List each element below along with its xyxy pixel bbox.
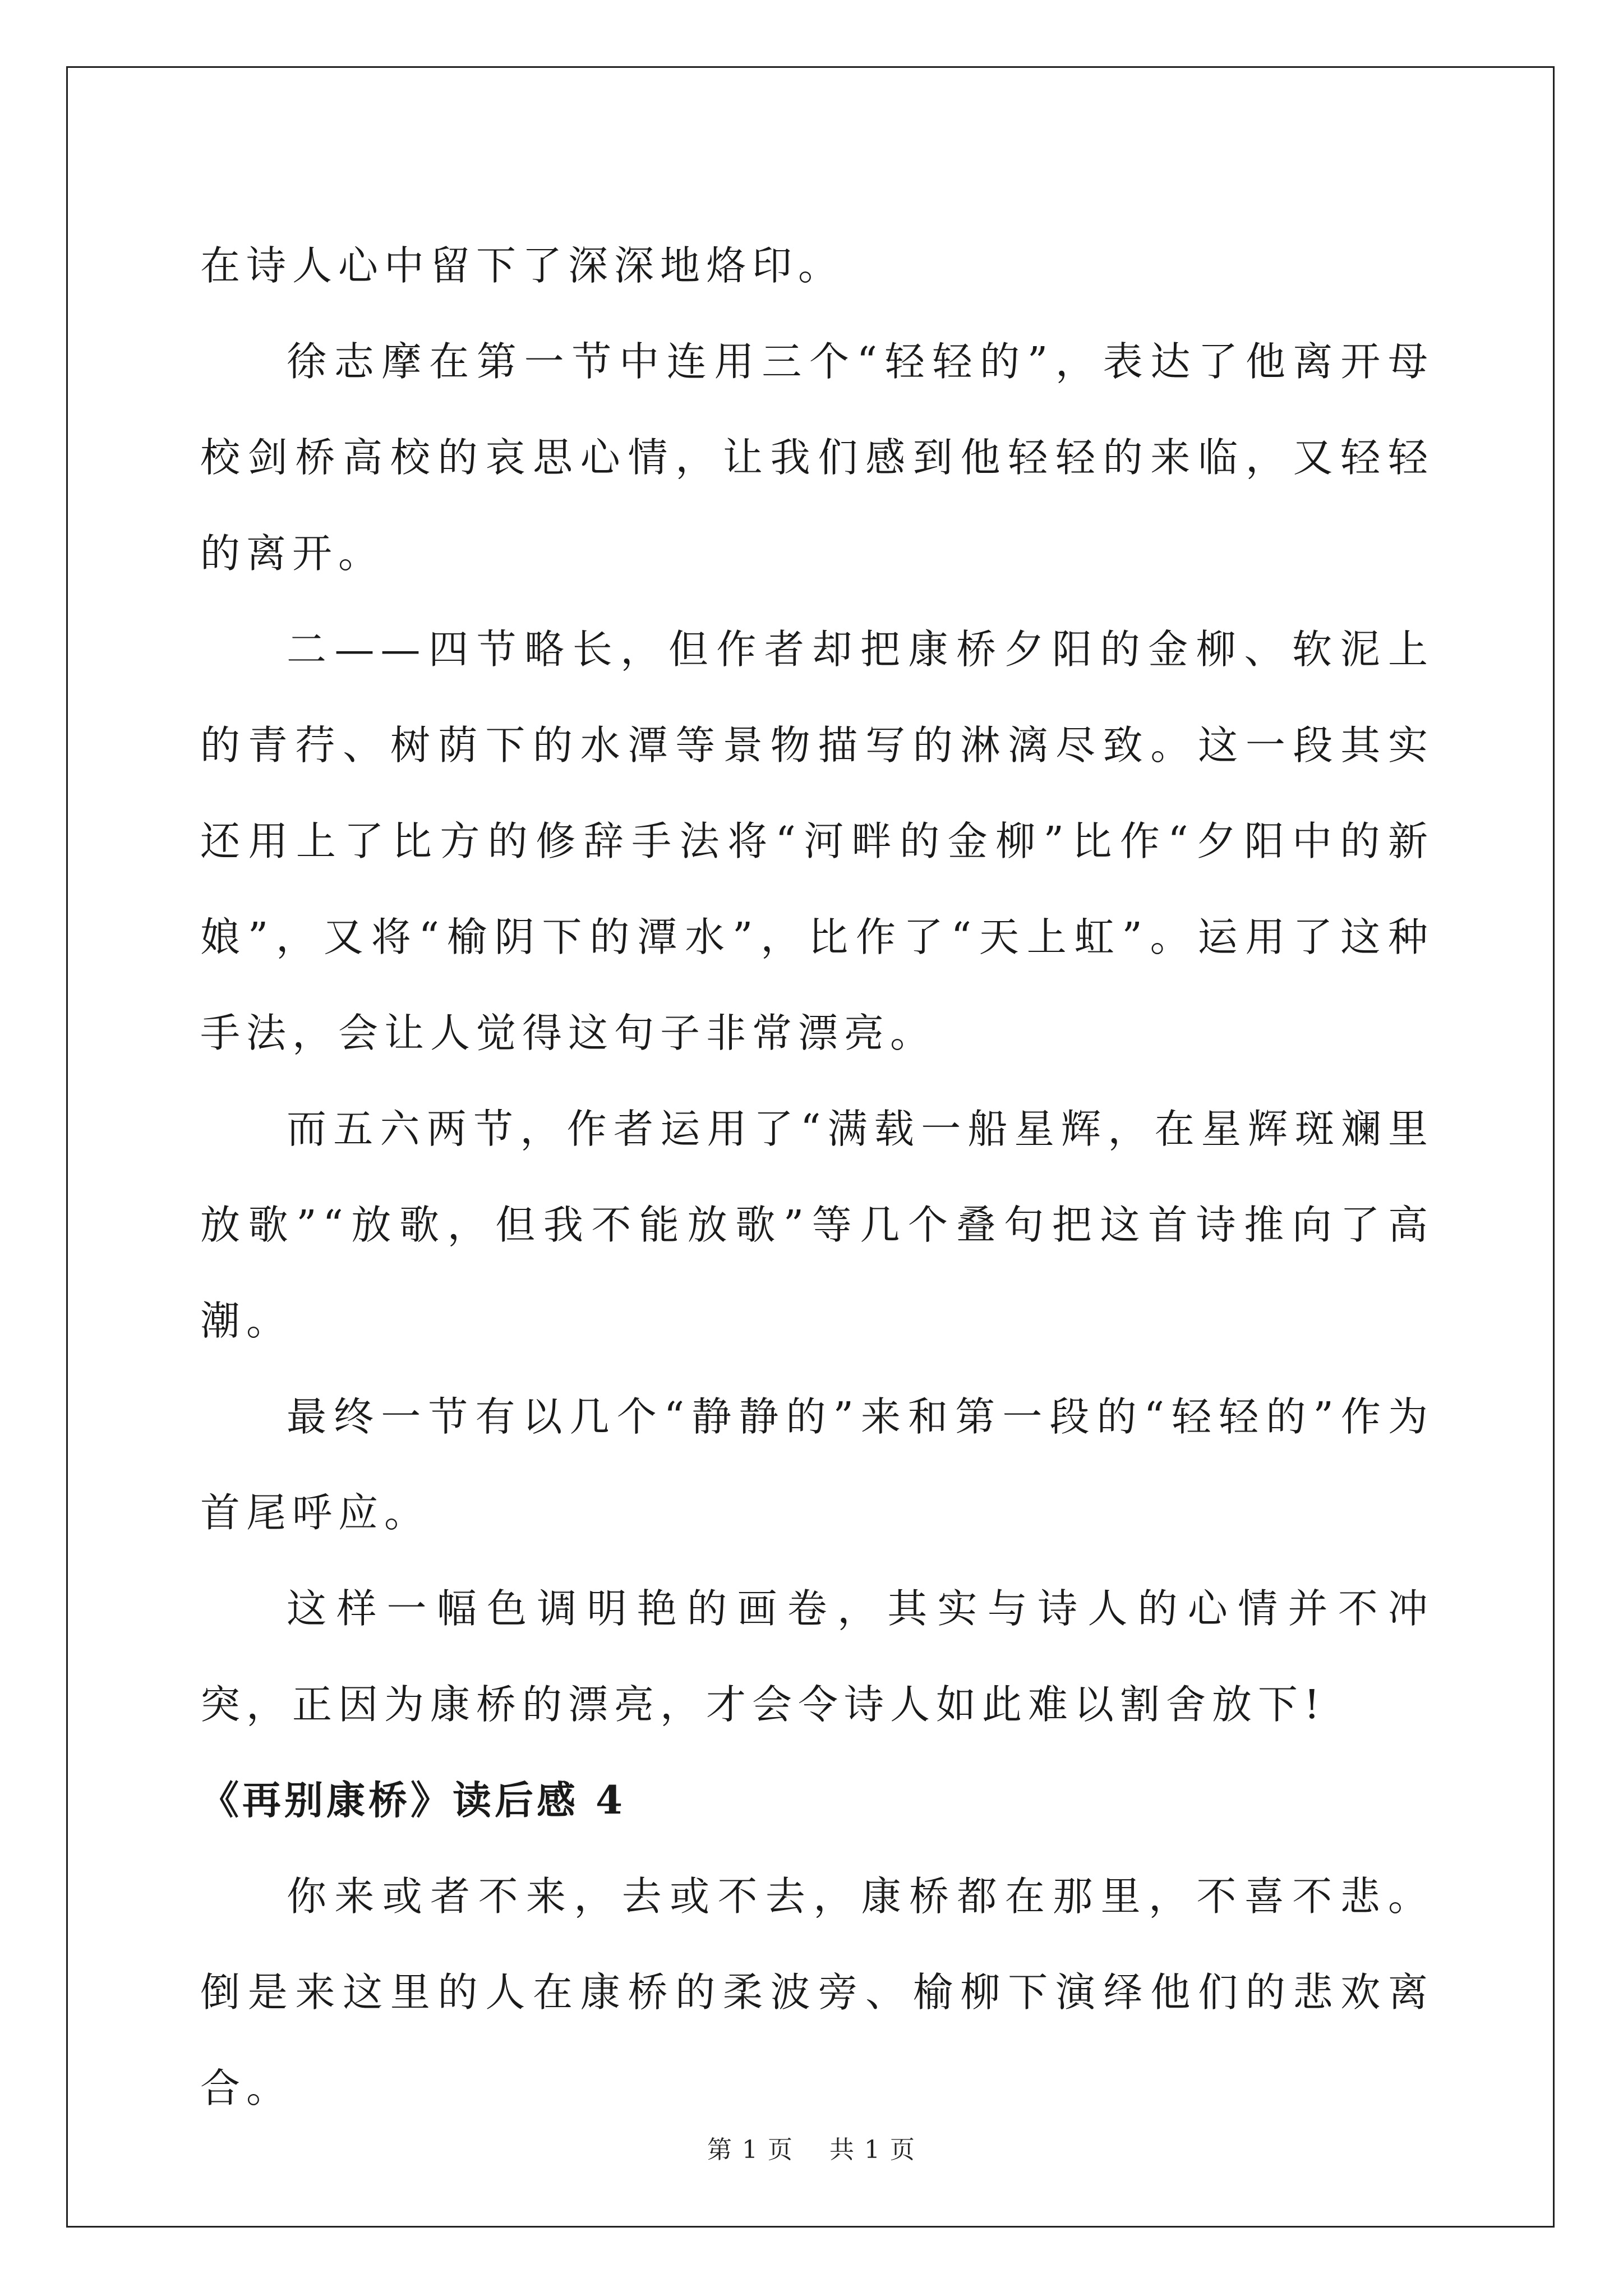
paragraph-1: 在诗人心中留下了深深地烙印。 bbox=[200, 242, 845, 289]
paragraph-3: 二——四节略长，但作者却把康桥夕阳的金柳、软泥上的青荇、树荫下的水潭等景物描写的淋漓尽致。这一段其实还用上了比方的修辞手法将“河畔的金柳”比作“夕阳中的新娘”，又将“榆阴下的潭水”，比作了“天上虹”。运用了这种手法，会让人觉得这句子非常漂亮。 bbox=[200, 626, 1434, 1056]
paragraph-4: 而五六两节，作者运用了“满载一船星辉，在星辉斑斓里放歌”“放歌，但我不能放歌”等几个叠句把这首诗推向了高潮。 bbox=[200, 1106, 1434, 1344]
section-heading: 《再别康桥》读后感 4 bbox=[200, 1778, 626, 1823]
paragraph-5: 最终一节有以几个“静静的”来和第一段的“轻轻的”作为首尾呼应。 bbox=[200, 1393, 1434, 1536]
page-number-footer: 第 1 页 共 1 页 bbox=[707, 2136, 916, 2164]
paragraph-7: 你来或者不来，去或不去，康桥都在那里，不喜不悲。倒是来这里的人在康桥的柔波旁、榆柳下演绎他们的悲欢离合。 bbox=[200, 1873, 1434, 2111]
paragraph-2: 徐志摩在第一节中连用三个“轻轻的”，表达了他离开母校剑桥高校的哀思心情，让我们感到他轻轻的来临，又轻轻的离开。 bbox=[200, 338, 1434, 577]
document-body bbox=[200, 218, 1434, 2136]
paragraph-6: 这样一幅色调明艳的画卷，其实与诗人的心情并不冲突，正因为康桥的漂亮，才会令诗人如此难以割舍放下! bbox=[200, 1585, 1434, 1728]
